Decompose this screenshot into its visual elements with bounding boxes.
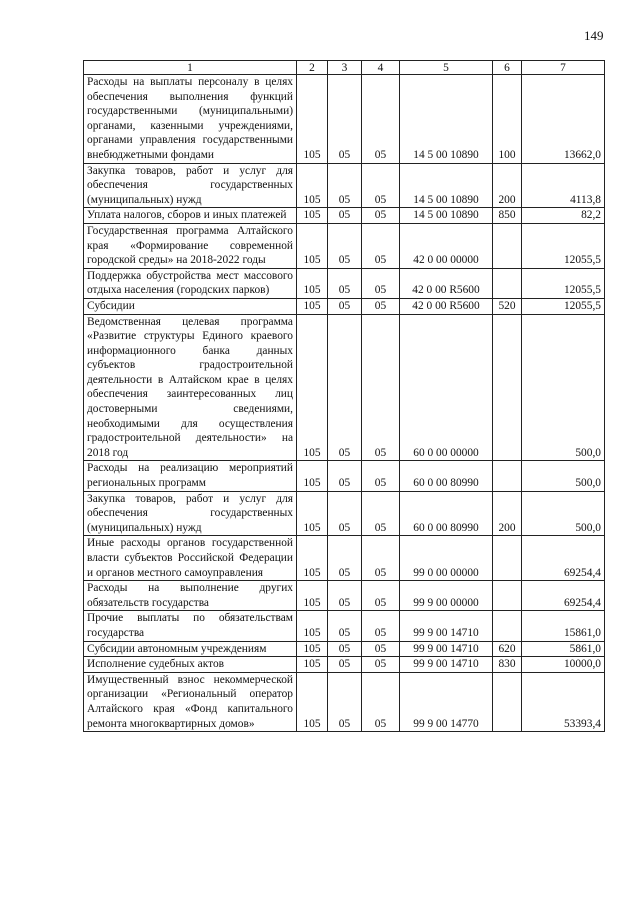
row-amount: 69254,4: [522, 536, 605, 581]
table-row: [84, 491, 605, 536]
table-body: [84, 75, 605, 732]
row-target-article: 99 9 00 14710: [400, 657, 493, 673]
row-admin-code: 105: [297, 672, 328, 731]
row-section: 05: [328, 641, 362, 657]
row-expense-type: 830: [493, 657, 522, 673]
table-row: [84, 641, 605, 657]
row-admin-code: 105: [297, 314, 328, 461]
table-row: [84, 208, 605, 224]
row-section: 05: [328, 461, 362, 491]
table-row: [84, 75, 605, 164]
row-expense-type: [493, 536, 522, 581]
row-target-article: 42 0 00 00000: [400, 223, 493, 268]
row-admin-code: 105: [297, 657, 328, 673]
table-row: [84, 657, 605, 673]
header-cell: 4: [362, 61, 400, 75]
row-target-article: 60 0 00 80990: [400, 491, 493, 536]
table-row: [84, 268, 605, 298]
row-section: 05: [328, 672, 362, 731]
row-admin-code: 105: [297, 75, 328, 164]
budget-table: [83, 60, 605, 732]
row-subsection: 05: [362, 75, 400, 164]
row-description: Исполнение судебных актов: [84, 657, 297, 673]
row-admin-code: 105: [297, 268, 328, 298]
row-target-article: 60 0 00 80990: [400, 461, 493, 491]
row-amount: 4113,8: [522, 163, 605, 208]
table-row: [84, 461, 605, 491]
row-admin-code: 105: [297, 641, 328, 657]
row-description: Расходы на выплаты персоналу в целях обеспечения выполнения функций государственными (муниципальными) органами, казенными учреждениями, органами управления государственными внебюджетными фондами: [84, 75, 297, 164]
row-description: Расходы на выполнение других обязательств государства: [84, 581, 297, 611]
row-amount: 13662,0: [522, 75, 605, 164]
row-section: 05: [328, 491, 362, 536]
row-subsection: 05: [362, 611, 400, 641]
row-subsection: 05: [362, 536, 400, 581]
row-amount: 53393,4: [522, 672, 605, 731]
row-target-article: 60 0 00 00000: [400, 314, 493, 461]
row-subsection: 05: [362, 461, 400, 491]
row-section: 05: [328, 581, 362, 611]
row-description: Поддержка обустройства мест массового отдыха населения (городских парков): [84, 268, 297, 298]
row-subsection: 05: [362, 491, 400, 536]
row-target-article: 14 5 00 10890: [400, 75, 493, 164]
row-amount: 82,2: [522, 208, 605, 224]
row-expense-type: 100: [493, 75, 522, 164]
row-amount: 12055,5: [522, 298, 605, 314]
row-amount: 12055,5: [522, 223, 605, 268]
row-amount: 12055,5: [522, 268, 605, 298]
row-description: Субсидии: [84, 298, 297, 314]
row-section: 05: [328, 208, 362, 224]
row-description: Прочие выплаты по обязательствам государства: [84, 611, 297, 641]
header-cell: 5: [400, 61, 493, 75]
row-section: 05: [328, 536, 362, 581]
row-description: Закупка товаров, работ и услуг для обеспечения государственных (муниципальных) нужд: [84, 163, 297, 208]
row-amount: 500,0: [522, 461, 605, 491]
header-cell: 6: [493, 61, 522, 75]
row-expense-type: [493, 672, 522, 731]
row-amount: 500,0: [522, 491, 605, 536]
header-cell: 2: [297, 61, 328, 75]
row-description: Субсидии автономным учреждениям: [84, 641, 297, 657]
row-admin-code: 105: [297, 461, 328, 491]
row-section: 05: [328, 163, 362, 208]
row-admin-code: 105: [297, 536, 328, 581]
row-description: Закупка товаров, работ и услуг для обеспечения государственных (муниципальных) нужд: [84, 491, 297, 536]
table-header-row: [84, 61, 605, 75]
table-row: [84, 611, 605, 641]
header-cell: 3: [328, 61, 362, 75]
table-row: [84, 536, 605, 581]
row-section: 05: [328, 657, 362, 673]
row-subsection: 05: [362, 672, 400, 731]
row-subsection: 05: [362, 314, 400, 461]
row-expense-type: [493, 314, 522, 461]
row-description: Ведомственная целевая программа «Развитие структуры Единого краевого информационного банка данных субъектов градостроительной деятельности в Алтайском крае в целях обеспечения заинтересованных лиц достоверными сведениями, необходимыми для осуществления градостроительной деятельности» на 2018 год: [84, 314, 297, 461]
row-target-article: 14 5 00 10890: [400, 163, 493, 208]
row-expense-type: [493, 611, 522, 641]
row-section: 05: [328, 611, 362, 641]
row-expense-type: [493, 461, 522, 491]
row-amount: 5861,0: [522, 641, 605, 657]
header-cell: 7: [522, 61, 605, 75]
row-admin-code: 105: [297, 491, 328, 536]
page-number: 149: [584, 28, 604, 43]
table-row: [84, 223, 605, 268]
row-description: Государственная программа Алтайского края «Формирование современной городской среды» на 2018-2022 годы: [84, 223, 297, 268]
row-target-article: 14 5 00 10890: [400, 208, 493, 224]
row-target-article: 42 0 00 R5600: [400, 268, 493, 298]
row-expense-type: 520: [493, 298, 522, 314]
row-target-article: 42 0 00 R5600: [400, 298, 493, 314]
row-description: Уплата налогов, сборов и иных платежей: [84, 208, 297, 224]
row-subsection: 05: [362, 163, 400, 208]
row-admin-code: 105: [297, 611, 328, 641]
row-subsection: 05: [362, 657, 400, 673]
row-description: Расходы на реализацию мероприятий региональных программ: [84, 461, 297, 491]
table-row: [84, 581, 605, 611]
row-expense-type: 850: [493, 208, 522, 224]
row-admin-code: 105: [297, 581, 328, 611]
row-admin-code: 105: [297, 208, 328, 224]
row-description: Иные расходы органов государственной власти субъектов Российской Федерации и органов местного самоуправления: [84, 536, 297, 581]
row-amount: 500,0: [522, 314, 605, 461]
row-description: Имущественный взнос некоммерческой организации «Региональный оператор Алтайского края «Фонд капитального ремонта многоквартирных домов»: [84, 672, 297, 731]
row-target-article: 99 9 00 00000: [400, 581, 493, 611]
row-target-article: 99 9 00 14710: [400, 611, 493, 641]
row-subsection: 05: [362, 268, 400, 298]
row-expense-type: [493, 223, 522, 268]
row-admin-code: 105: [297, 163, 328, 208]
row-expense-type: 200: [493, 491, 522, 536]
row-target-article: 99 9 00 14770: [400, 672, 493, 731]
row-subsection: 05: [362, 298, 400, 314]
row-section: 05: [328, 75, 362, 164]
row-subsection: 05: [362, 641, 400, 657]
table-row: [84, 672, 605, 731]
row-subsection: 05: [362, 208, 400, 224]
row-expense-type: [493, 581, 522, 611]
row-amount: 15861,0: [522, 611, 605, 641]
row-amount: 10000,0: [522, 657, 605, 673]
row-admin-code: 105: [297, 298, 328, 314]
row-section: 05: [328, 268, 362, 298]
row-expense-type: 200: [493, 163, 522, 208]
row-section: 05: [328, 314, 362, 461]
row-expense-type: 620: [493, 641, 522, 657]
row-section: 05: [328, 223, 362, 268]
row-amount: 69254,4: [522, 581, 605, 611]
table-row: [84, 298, 605, 314]
row-subsection: 05: [362, 581, 400, 611]
table-row: [84, 314, 605, 461]
table-row: [84, 163, 605, 208]
row-section: 05: [328, 298, 362, 314]
row-expense-type: [493, 268, 522, 298]
row-target-article: 99 0 00 00000: [400, 536, 493, 581]
row-admin-code: 105: [297, 223, 328, 268]
row-subsection: 05: [362, 223, 400, 268]
header-cell: 1: [84, 61, 297, 75]
row-target-article: 99 9 00 14710: [400, 641, 493, 657]
